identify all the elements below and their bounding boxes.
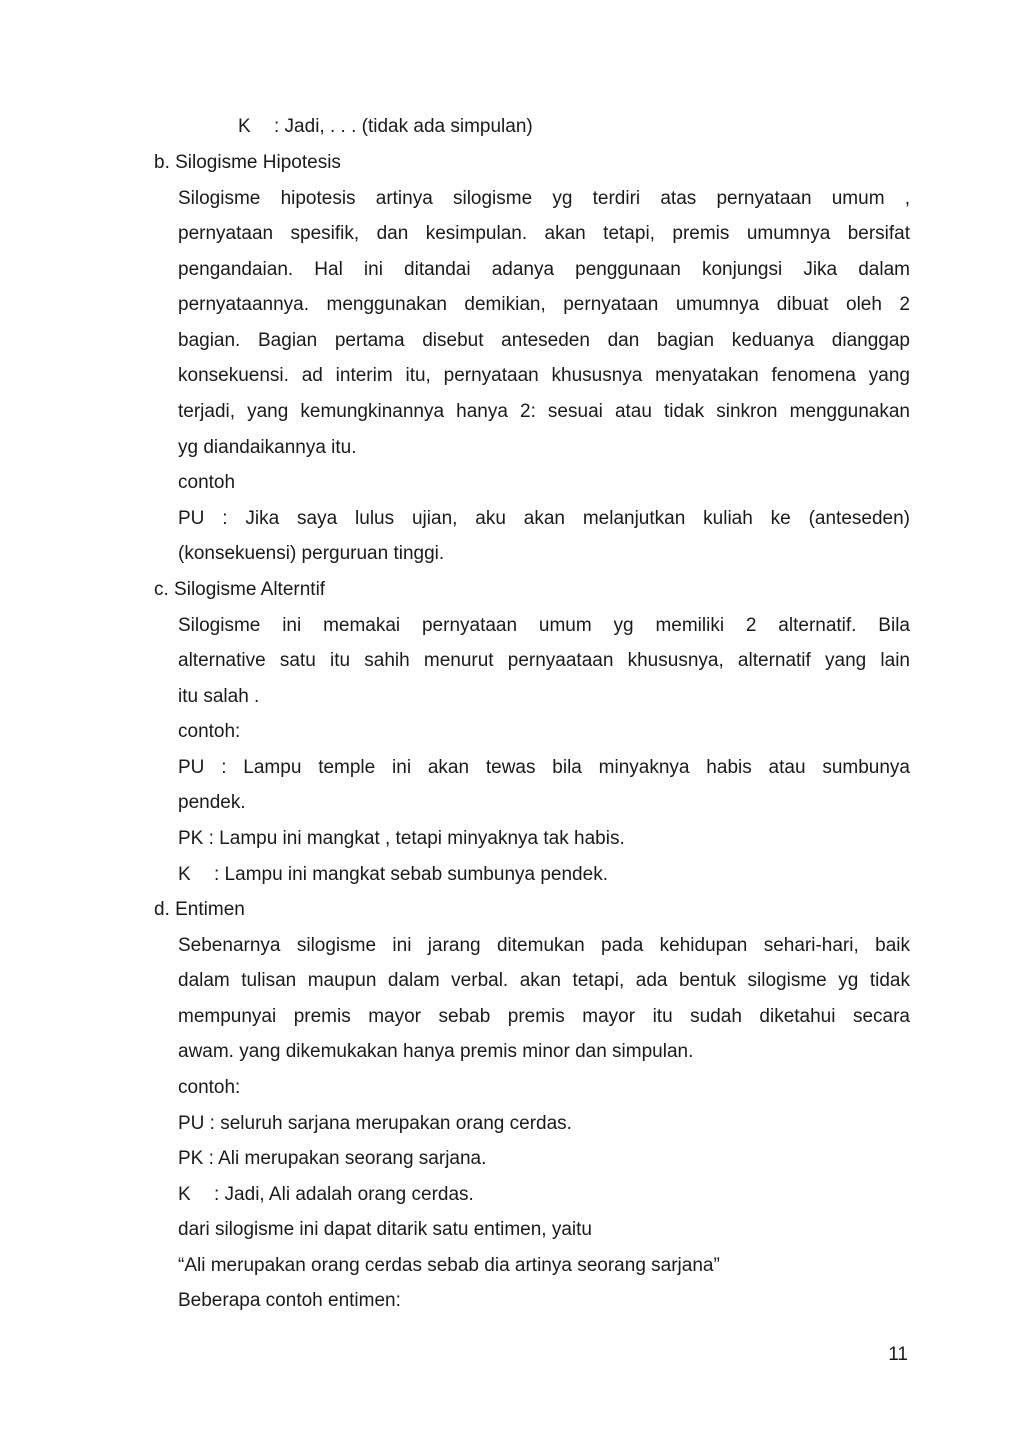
- paragraph-line: Silogisme hipotesis artinya silogisme yg terdiri atas pernyataan umum ,: [178, 188, 910, 209]
- paragraph-line: dalam tulisan maupun dalam verbal. akan tetapi, ada bentuk silogisme yg tidak: [178, 970, 910, 991]
- conclusion-text: : Lampu ini mangkat sebab sumbunya pendek.: [214, 864, 608, 885]
- conclusion-text: : Jadi, . . . (tidak ada simpulan): [274, 116, 533, 137]
- example-label: contoh:: [178, 1077, 241, 1098]
- conclusion-line: [178, 1183, 910, 1207]
- example-line: PK : Lampu ini mangkat , tetapi minyaknya tak habis.: [178, 828, 625, 849]
- section-heading-b: b. Silogisme Hipotesis: [154, 152, 341, 173]
- section-heading-c: c. Silogisme Alterntif: [154, 579, 326, 600]
- example-line: pendek.: [178, 792, 246, 813]
- paragraph-line: pernyataannya. menggunakan demikian, pernyataan umumnya dibuat oleh 2: [178, 294, 910, 315]
- paragraph-line: Sebenarnya silogisme ini jarang ditemukan pada kehidupan sehari-hari, baik: [178, 935, 910, 956]
- quote-line: “Ali merupakan orang cerdas sebab dia artinya seorang sarjana”: [178, 1255, 720, 1276]
- body-line: dari silogisme ini dapat ditarik satu entimen, yaitu: [178, 1219, 592, 1240]
- conclusion-label: K: [238, 116, 251, 137]
- paragraph-line: Silogisme ini memakai pernyataan umum yg memiliki 2 alternatif. Bila: [178, 615, 910, 636]
- paragraph-line: pernyataan spesifik, dan kesimpulan. akan tetapi, premis umumnya bersifat: [178, 223, 910, 244]
- paragraph-line: yg diandaikannya itu.: [178, 437, 357, 458]
- example-line: PK : Ali merupakan seorang sarjana.: [178, 1148, 487, 1169]
- example-label: contoh: [178, 472, 236, 493]
- conclusion-text: : Jadi, Ali adalah orang cerdas.: [214, 1184, 474, 1205]
- conclusion-label: K: [178, 1184, 191, 1205]
- body-line: Beberapa contoh entimen:: [178, 1290, 401, 1311]
- example-line: (konsekuensi) perguruan tinggi.: [178, 543, 445, 564]
- conclusion-label: K: [178, 864, 191, 885]
- example-line: PU : seluruh sarjana merupakan orang cerdas.: [178, 1113, 572, 1134]
- paragraph-line: pengandaian. Hal ini ditandai adanya penggunaan konjungsi Jika dalam: [178, 259, 910, 280]
- example-line: PU : Jika saya lulus ujian, aku akan melanjutkan kuliah ke (anteseden): [178, 508, 910, 529]
- conclusion-line: [178, 863, 910, 887]
- example-label: contoh:: [178, 721, 241, 742]
- conclusion-line: [238, 115, 970, 139]
- paragraph-line: bagian. Bagian pertama disebut anteseden dan bagian keduanya dianggap: [178, 330, 910, 351]
- paragraph-line: alternative satu itu sahih menurut pernyaataan khususnya, alternatif yang lain: [178, 650, 910, 671]
- paragraph-line: mempunyai premis mayor sebab premis mayor itu sudah diketahui secara: [178, 1006, 910, 1027]
- paragraph-line: itu salah .: [178, 686, 260, 707]
- page-number: 11: [888, 1344, 908, 1365]
- example-line: PU : Lampu temple ini akan tewas bila minyaknya habis atau sumbunya: [178, 757, 910, 778]
- paragraph-line: terjadi, yang kemungkinannya hanya 2: sesuai atau tidak sinkron menggunakan: [178, 401, 910, 422]
- section-heading-d: d. Entimen: [154, 899, 245, 920]
- paragraph-line: awam. yang dikemukakan hanya premis minor dan simpulan.: [178, 1041, 694, 1062]
- paragraph-line: konsekuensi. ad interim itu, pernyataan khususnya menyatakan fenomena yang: [178, 365, 910, 386]
